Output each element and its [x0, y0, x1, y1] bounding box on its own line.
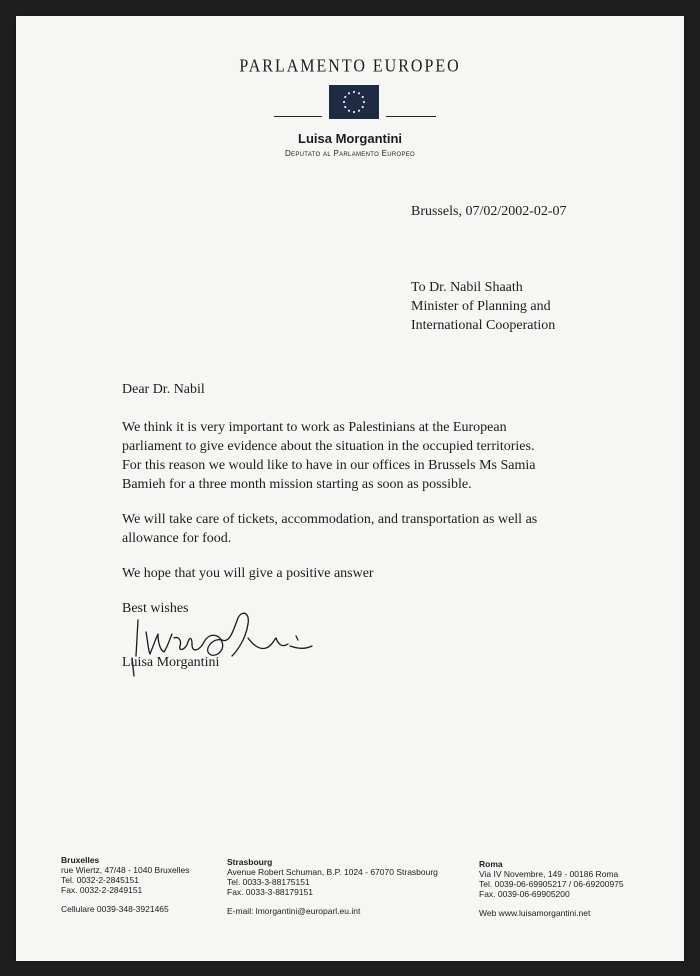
- footer-address: Via IV Novembre, 149 - 00186 Roma: [479, 869, 619, 879]
- paragraph-line: Bamieh for a three month mission starting as soon as possible.: [122, 477, 472, 492]
- eu-flag-icon: [329, 85, 379, 119]
- member-name: Luisa Morgantini: [298, 131, 402, 146]
- salutation: Dear Dr. Nabil: [122, 382, 205, 397]
- letter-page: [16, 16, 684, 961]
- member-title: Deputato al Parlamento Europeo: [284, 149, 416, 158]
- footer-fax: Fax. 0033-3-88179151: [227, 887, 314, 897]
- letterhead-rule-left: [274, 116, 322, 117]
- footer-fax: Fax. 0039-06-69905200: [479, 889, 570, 899]
- footer-strasbourg: [227, 857, 438, 916]
- footer-roma: [479, 859, 624, 918]
- paragraph-3: We hope that you will give a positive answer: [122, 566, 374, 581]
- paragraph-line: allowance for food.: [122, 531, 232, 546]
- paragraph-1: [122, 418, 622, 494]
- paragraph-line: We will take care of tickets, accommodation, and transportation as well as: [122, 512, 538, 527]
- footer-fax: Fax. 0032-2-2849151: [61, 885, 143, 895]
- letterhead-rule-right: [386, 116, 436, 117]
- footer-email: E-mail: lmorgantini@europarl.eu.int: [227, 906, 361, 916]
- institution-name: PARLAMENTO EUROPEO: [239, 56, 461, 77]
- footer-bruxelles: [61, 855, 190, 914]
- paragraph-line: For this reason we would like to have in our offices in Brussels Ms Samia: [122, 458, 536, 473]
- recipient-block: [411, 278, 555, 335]
- date-line: Brussels, 07/02/2002-02-07: [411, 204, 567, 219]
- paragraph-line: parliament to give evidence about the situation in the occupied territories.: [122, 439, 535, 454]
- paragraph-line: We think it is very important to work as Palestinians at the European: [122, 420, 507, 435]
- footer-city: Bruxelles: [61, 855, 100, 865]
- recipient-line: Minister of Planning and: [411, 299, 551, 314]
- footer-mobile: Cellulare 0039-348-3921465: [61, 904, 169, 914]
- footer-tel: Tel. 0033-3-88175151: [227, 877, 310, 887]
- closing: Best wishes: [122, 601, 189, 616]
- footer-web: Web www.luisamorgantini.net: [479, 908, 591, 918]
- paragraph-2: [122, 510, 622, 548]
- footer-tel: Tel. 0039-06-69905217 / 06-69200975: [479, 879, 624, 889]
- footer-address: Avenue Robert Schuman, B.P. 1024 - 67070 Strasbourg: [227, 867, 438, 877]
- signature-name: Luisa Morgantini: [122, 655, 220, 670]
- footer-city: Roma: [479, 859, 503, 869]
- recipient-line: To Dr. Nabil Shaath: [411, 280, 523, 295]
- footer-tel: Tel. 0032-2-2845151: [61, 875, 139, 885]
- footer-address: rue Wiertz, 47/48 - 1040 Bruxelles: [61, 865, 190, 875]
- footer-city: Strasbourg: [227, 857, 273, 867]
- recipient-line: International Cooperation: [411, 318, 556, 333]
